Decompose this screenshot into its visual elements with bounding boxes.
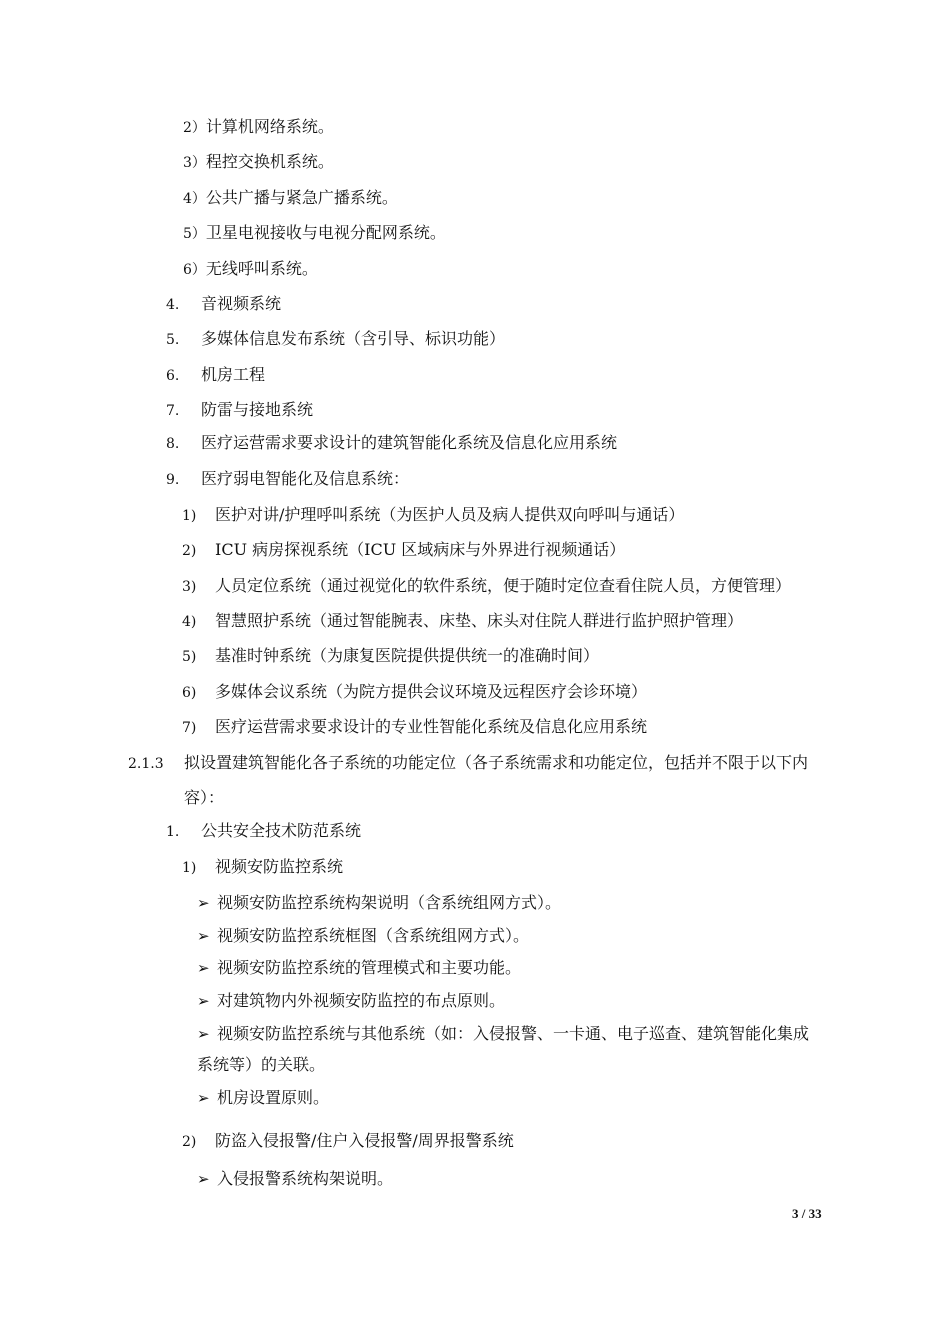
item-number: 2）: [183, 120, 206, 136]
item-number: 1): [182, 860, 197, 876]
arrow-bullet-icon: ➢: [197, 1089, 210, 1107]
list-item: [183, 152, 334, 173]
list-item: [166, 469, 409, 490]
item-number: 6）: [183, 262, 206, 278]
list-item: [182, 857, 343, 878]
bullet-text: 机房设置原则。: [217, 1088, 330, 1107]
item-number: 5）: [183, 226, 206, 242]
list-item: [182, 682, 647, 703]
bullet-item: [197, 991, 505, 1011]
item-number: 3): [182, 579, 197, 595]
bullet-item: [197, 893, 561, 913]
item-number: 1): [182, 508, 197, 524]
item-text: 公共广播与紧急广播系统。: [205, 188, 398, 207]
list-item: [183, 117, 334, 138]
arrow-bullet-icon: ➢: [197, 992, 210, 1010]
list-item: [166, 433, 617, 454]
item-text: 程控交换机系统。: [205, 152, 334, 171]
list-item: [182, 576, 791, 597]
item-number: 5.: [166, 332, 180, 348]
bullet-item: [197, 1024, 809, 1044]
item-number: 9.: [166, 472, 180, 488]
arrow-bullet-icon: ➢: [197, 1170, 210, 1188]
bullet-text: 视频安防监控系统的管理模式和主要功能。: [217, 958, 522, 977]
list-item: [182, 540, 625, 561]
section-number: 2.1.3: [128, 756, 164, 772]
item-number: 6.: [166, 368, 180, 384]
item-number: 4): [182, 614, 197, 630]
item-number: 1.: [166, 824, 180, 840]
item-number: 7): [182, 720, 197, 736]
item-number: 6): [182, 685, 197, 701]
item-text: 防雷与接地系统: [201, 400, 314, 419]
bullet-item: [197, 1169, 393, 1189]
item-text: 多媒体会议系统（为院方提供会议环境及远程医疗会诊环境）: [215, 682, 648, 701]
item-number: 2): [182, 543, 197, 559]
list-item: [166, 329, 505, 350]
bullet-item: [197, 958, 521, 978]
bullet-continuation: 系统等）的关联。: [197, 1055, 326, 1074]
item-text: 基准时钟系统（为康复医院提供提供统一的准确时间）: [215, 646, 600, 665]
item-text: 机房工程: [201, 365, 266, 384]
item-text: 防盗入侵报警/住户入侵报警/周界报警系统: [215, 1131, 514, 1150]
list-item: [166, 365, 265, 386]
section-heading: [128, 753, 808, 774]
section-heading-continuation: 容）：: [184, 788, 225, 807]
arrow-bullet-icon: ➢: [197, 927, 210, 945]
list-item: [182, 646, 599, 667]
item-text: 卫星电视接收与电视分配网系统。: [205, 223, 446, 242]
item-number: 3）: [183, 155, 206, 171]
item-number: 2): [182, 1134, 197, 1150]
item-number: 7.: [166, 403, 180, 419]
item-number: 5): [182, 649, 197, 665]
item-text: 无线呼叫系统。: [205, 259, 318, 278]
item-text: 计算机网络系统。: [205, 117, 334, 136]
list-item: [182, 1131, 514, 1152]
item-number: 8.: [166, 436, 180, 452]
bullet-item: [197, 1088, 329, 1108]
item-text: 音视频系统: [201, 294, 282, 313]
item-text: 医疗弱电智能化及信息系统：: [201, 469, 410, 488]
list-item: [182, 717, 647, 738]
list-item: [183, 259, 318, 280]
item-number: 4.: [166, 297, 180, 313]
item-text: 人员定位系统（通过视觉化的软件系统，便于随时定位查看住院人员，方便管理）: [215, 576, 792, 595]
list-item: [166, 821, 361, 842]
item-text: 视频安防监控系统: [215, 857, 344, 876]
bullet-text: 视频安防监控系统构架说明（含系统组网方式）。: [217, 893, 562, 912]
list-item: [182, 505, 684, 526]
bullet-text: 视频安防监控系统与其他系统（如：入侵报警、一卡通、电子巡查、建筑智能化集成: [217, 1024, 810, 1043]
bullet-text: 视频安防监控系统框图（含系统组网方式）。: [217, 926, 530, 945]
list-item: [166, 294, 281, 315]
arrow-bullet-icon: ➢: [197, 959, 210, 977]
arrow-bullet-icon: ➢: [197, 1025, 210, 1043]
list-item: [166, 400, 313, 421]
bullet-item: [197, 926, 529, 946]
arrow-bullet-icon: ➢: [197, 894, 210, 912]
item-text: 医疗运营需求要求设计的建筑智能化系统及信息化应用系统: [201, 433, 618, 452]
item-text: 多媒体信息发布系统（含引导、标识功能）: [201, 329, 506, 348]
list-item: [182, 611, 743, 632]
bullet-text: 对建筑物内外视频安防监控的布点原则。: [217, 991, 506, 1010]
section-text: 拟设置建筑智能化各子系统的功能定位（各子系统需求和功能定位，包括并不限于以下内: [184, 753, 809, 772]
bullet-text: 入侵报警系统构架说明。: [217, 1169, 394, 1188]
list-item: [183, 188, 398, 209]
list-item: [183, 223, 446, 244]
page-number: 3 / 33: [792, 1206, 822, 1221]
item-text: 公共安全技术防范系统: [201, 821, 362, 840]
item-text: 医疗运营需求要求设计的专业性智能化系统及信息化应用系统: [215, 717, 648, 736]
item-number: 4）: [183, 191, 206, 207]
item-text: 智慧照护系统（通过智能腕表、床垫、床头对住院人群进行监护照护管理）: [215, 611, 744, 630]
item-text: 医护对讲/护理呼叫系统（为医护人员及病人提供双向呼叫与通话）: [215, 505, 685, 524]
item-text: ICU 病房探视系统（ICU 区域病床与外界进行视频通话）: [215, 540, 626, 559]
